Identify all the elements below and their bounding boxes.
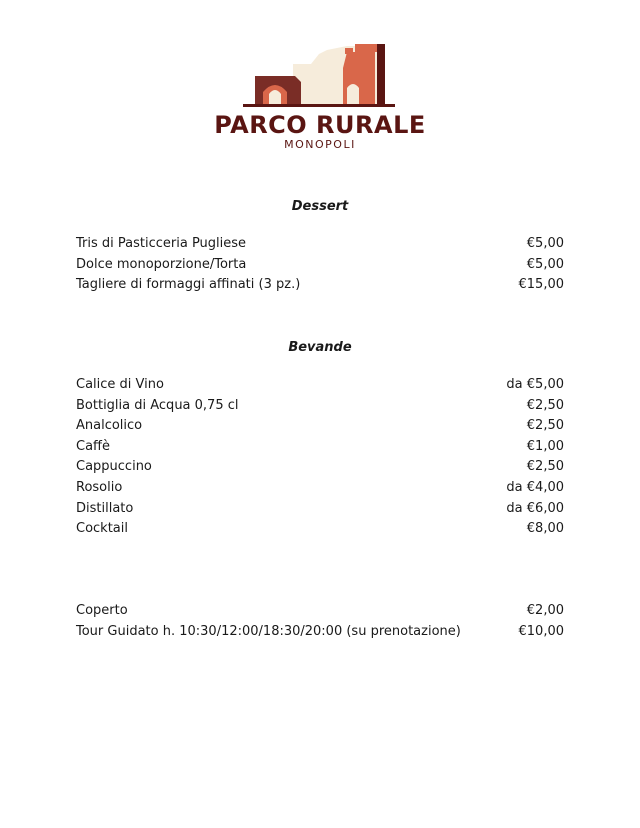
brand-location: MONOPOLI xyxy=(284,138,356,151)
list-item xyxy=(76,622,564,643)
list-item xyxy=(76,255,564,276)
bevande-list xyxy=(76,375,564,540)
list-item xyxy=(76,234,564,255)
section-title-dessert: Dessert xyxy=(291,199,349,214)
item-price: €5,00 xyxy=(526,256,564,272)
brand-name: PARCO RURALE xyxy=(214,111,426,139)
list-item xyxy=(76,499,564,520)
item-price: €2,00 xyxy=(526,603,564,618)
item-name: Calice di Vino xyxy=(76,377,164,392)
list-item xyxy=(76,437,564,458)
item-name: Tour Guidato h. 10:30/12:00/18:30/20:00 (su prenotazione) xyxy=(76,623,461,639)
item-name: Coperto xyxy=(76,603,128,618)
list-item xyxy=(76,601,564,622)
item-name: Caffè xyxy=(76,438,110,454)
item-price: €8,00 xyxy=(526,521,564,537)
item-name: Cappuccino xyxy=(76,459,152,475)
item-name: Cocktail xyxy=(76,521,128,537)
item-price: da €4,00 xyxy=(506,479,564,495)
item-price: €2,50 xyxy=(526,397,564,413)
list-item xyxy=(76,396,564,417)
item-price: €5,00 xyxy=(526,236,564,251)
item-price: €2,50 xyxy=(526,459,564,475)
item-price: da €5,00 xyxy=(506,377,564,392)
list-item xyxy=(76,416,564,437)
item-price: €10,00 xyxy=(518,623,564,639)
item-name: Dolce monoporzione/Torta xyxy=(76,256,247,272)
item-price: €1,00 xyxy=(526,438,564,454)
item-name: Tris di Pasticceria Pugliese xyxy=(76,236,247,251)
list-item xyxy=(76,375,564,396)
item-price: €2,50 xyxy=(526,418,564,434)
item-name: Analcolico xyxy=(76,418,143,434)
item-name: Distillato xyxy=(76,500,134,516)
logo xyxy=(0,36,640,152)
section-title-bevande: Bevande xyxy=(288,340,352,355)
item-name: Tagliere di formaggi affinati (3 pz.) xyxy=(76,277,301,293)
extras-list xyxy=(76,601,564,642)
list-item xyxy=(76,519,564,540)
list-item xyxy=(76,478,564,499)
list-item xyxy=(76,457,564,478)
item-name: Rosolio xyxy=(76,479,123,495)
farmhouse-logo-icon xyxy=(235,36,405,110)
dessert-list xyxy=(76,234,564,296)
item-price: da €6,00 xyxy=(506,500,564,516)
item-price: €15,00 xyxy=(518,277,564,293)
item-name: Bottiglia di Acqua 0,75 cl xyxy=(76,397,239,413)
list-item xyxy=(76,275,564,296)
